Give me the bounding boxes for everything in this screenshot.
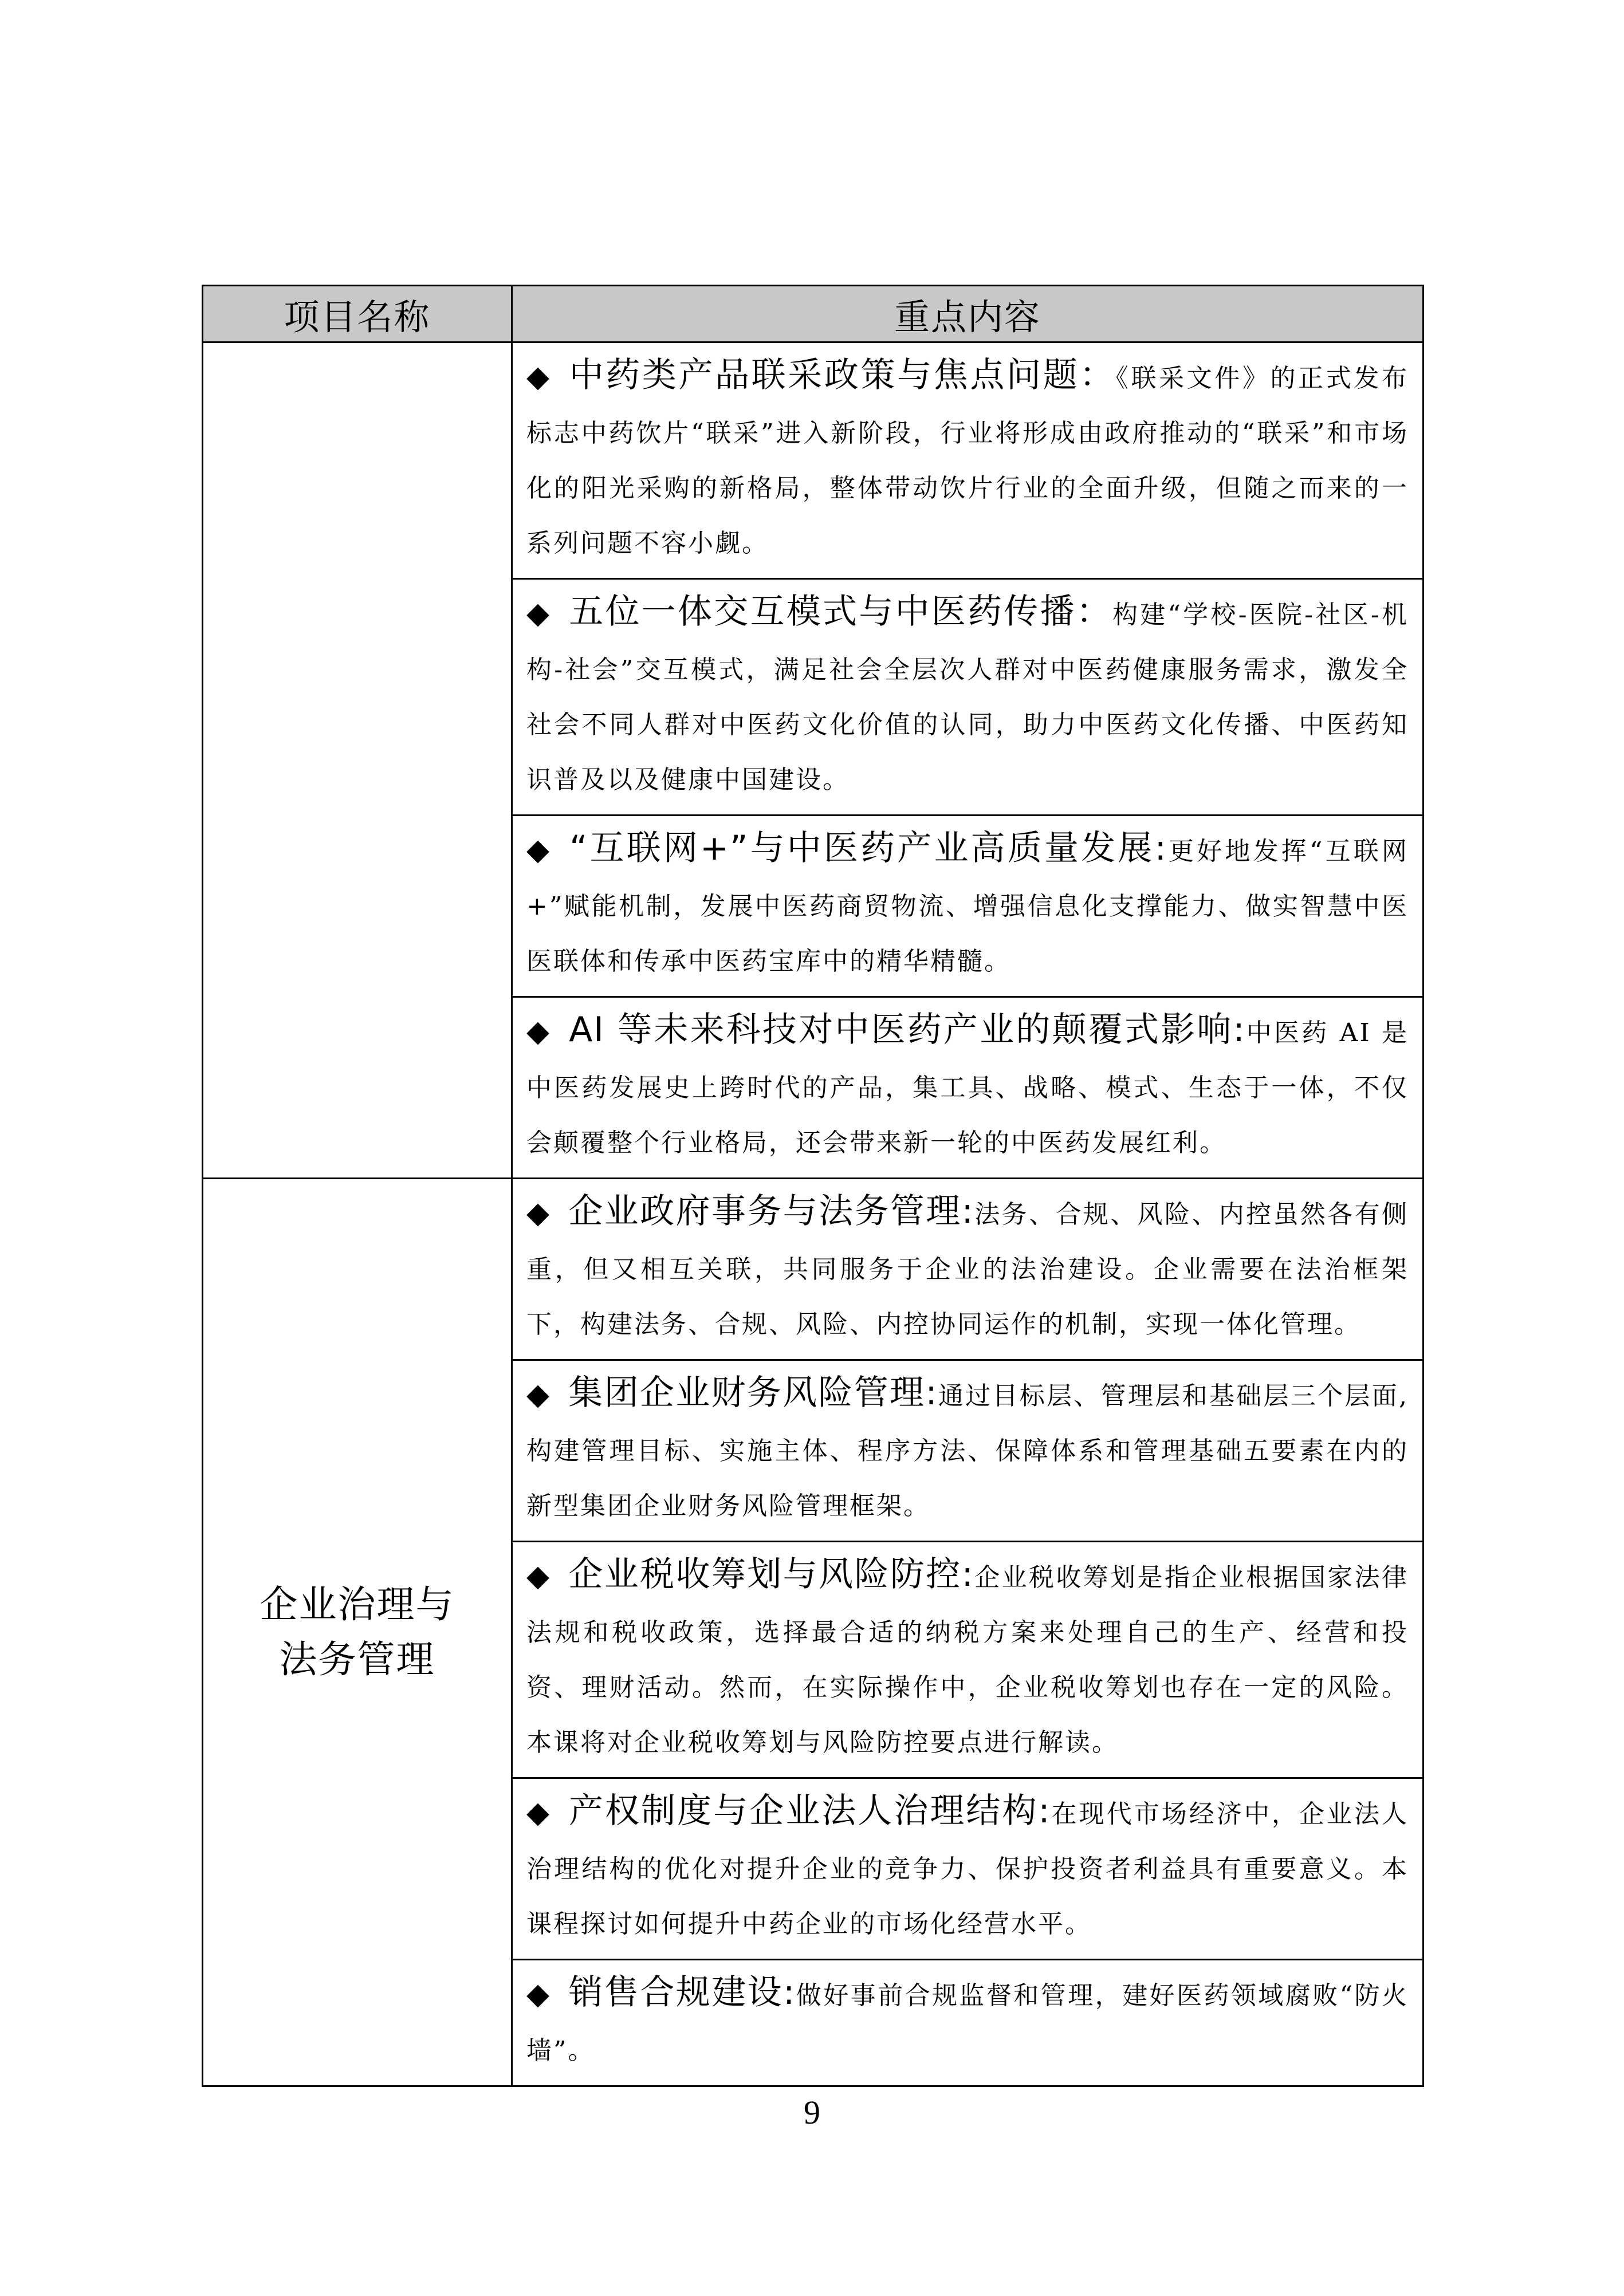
- item-text: 在现代市场经济中，企业法人治理结构的优化对提升企业的竞争力、保护投资者利益具有重要意义。本课程探讨如何提升中药企业的市场化经营水平。: [526, 1799, 1409, 1939]
- project-name-line-2: 法务管理: [279, 1637, 435, 1681]
- content-item: [513, 1361, 1422, 1541]
- item-text: 做好事前合规监督和管理，建好医药领域腐败“防火墙”。: [526, 1981, 1409, 2065]
- item-heading: 产权制度与企业法人治理结构:: [569, 1791, 1051, 1831]
- item-text: 更好地发挥“互联网+”赋能机制，发展中医药商贸物流、增强信息化支撑能力、做实智慧中医医联体和传承中医药宝库中的精华精髓。: [526, 837, 1409, 976]
- item-heading: 集团企业财务风险管理:: [568, 1373, 938, 1413]
- header-key-content: 重点内容: [512, 286, 1424, 342]
- item-heading: 企业政府事务与法务管理:: [568, 1191, 974, 1231]
- project-name-cell-empty: [203, 342, 512, 1179]
- diamond-bullet-icon: ◆: [526, 1377, 552, 1412]
- item-text: 法务、合规、风险、内控虽然各有侧重，但又相互关联，共同服务于企业的法治建设。企业需要在法治框架下，构建法务、合规、风险、内控协同运作的机制，实现一体化管理。: [526, 1200, 1409, 1339]
- content-cell: [512, 816, 1424, 997]
- table-row: [203, 1179, 1424, 1360]
- content-cell: [512, 997, 1424, 1179]
- content-cell: [512, 579, 1424, 816]
- content-item: [513, 816, 1422, 996]
- content-item: [513, 1542, 1422, 1777]
- content-table: [202, 285, 1424, 2087]
- item-text: 《联采文件》的正式发布标志中药饮片“联采”进入新阶段，行业将形成由政府推动的“联采”和市场化的阳光采购的新格局，整体带动饮片行业的全面升级，但随之而来的一系列问题不容小觑。: [526, 364, 1409, 558]
- item-heading: 五位一体交互模式与中医药传播：: [569, 592, 1112, 632]
- item-text: 企业税收筹划是指企业根据国家法律法规和税收政策，选择最合适的纳税方案来处理自己的生产、经营和投资、理财活动。然而，在实际操作中，企业税收筹划也存在一定的风险。本课将对企业税收筹划与风险防控要点进行解读。: [526, 1563, 1409, 1757]
- content-item: [513, 580, 1422, 814]
- item-heading: AI 等未来科技对中医药产业的颠覆式影响:: [569, 1010, 1246, 1050]
- diamond-bullet-icon: ◆: [526, 1196, 552, 1230]
- page-number: 9: [804, 2094, 820, 2131]
- content-cell: [512, 1179, 1424, 1360]
- item-text: 通过目标层、管理层和基础层三个层面,构建管理目标、实施主体、程序方法、保障体系和管理基础五要素在内的新型集团企业财务风险管理框架。: [526, 1381, 1409, 1521]
- item-heading: 企业税收筹划与风险防控:: [568, 1554, 974, 1594]
- header-row: [203, 286, 1424, 342]
- project-name-line-1: 企业治理与: [259, 1582, 455, 1627]
- content-cell: [512, 1778, 1424, 1960]
- item-text: 中医药 AI 是中医药发展史上跨时代的产品，集工具、战略、模式、生态于一体，不仅会颠覆整个行业格局，还会带来新一轮的中医药发展红利。: [526, 1018, 1409, 1157]
- content-item: [513, 343, 1422, 578]
- content-item: [513, 1179, 1422, 1359]
- item-heading: 中药类产品联采政策与焦点问题：: [569, 355, 1116, 395]
- diamond-bullet-icon: ◆: [526, 360, 552, 394]
- diamond-bullet-icon: ◆: [526, 1795, 552, 1830]
- content-cell: [512, 1542, 1424, 1778]
- project-name-cell: [203, 1179, 512, 2086]
- content-item: [513, 1779, 1422, 1959]
- content-cell: [512, 342, 1424, 579]
- content-item: [513, 998, 1422, 1177]
- content-cell: [512, 1960, 1424, 2086]
- diamond-bullet-icon: ◆: [526, 833, 553, 867]
- diamond-bullet-icon: ◆: [526, 1559, 552, 1593]
- table-row: [203, 342, 1424, 579]
- header-project-name: 项目名称: [203, 286, 512, 342]
- diamond-bullet-icon: ◆: [526, 1014, 552, 1049]
- diamond-bullet-icon: ◆: [526, 1977, 552, 2011]
- content-cell: [512, 1360, 1424, 1542]
- item-heading: 销售合规建设:: [568, 1972, 796, 2013]
- item-text: 构建“学校-医院-社区-机构-社会”交互模式，满足社会全层次人群对中医药健康服务需求，激发全社会不同人群对中医药文化价值的认同，助力中医药文化传播、中医药知识普及以及健康中国建设。: [526, 600, 1409, 794]
- content-item: [513, 1960, 1422, 2085]
- item-heading: “互联网+”与中医药产业高质量发展:: [569, 828, 1167, 868]
- diamond-bullet-icon: ◆: [526, 596, 552, 631]
